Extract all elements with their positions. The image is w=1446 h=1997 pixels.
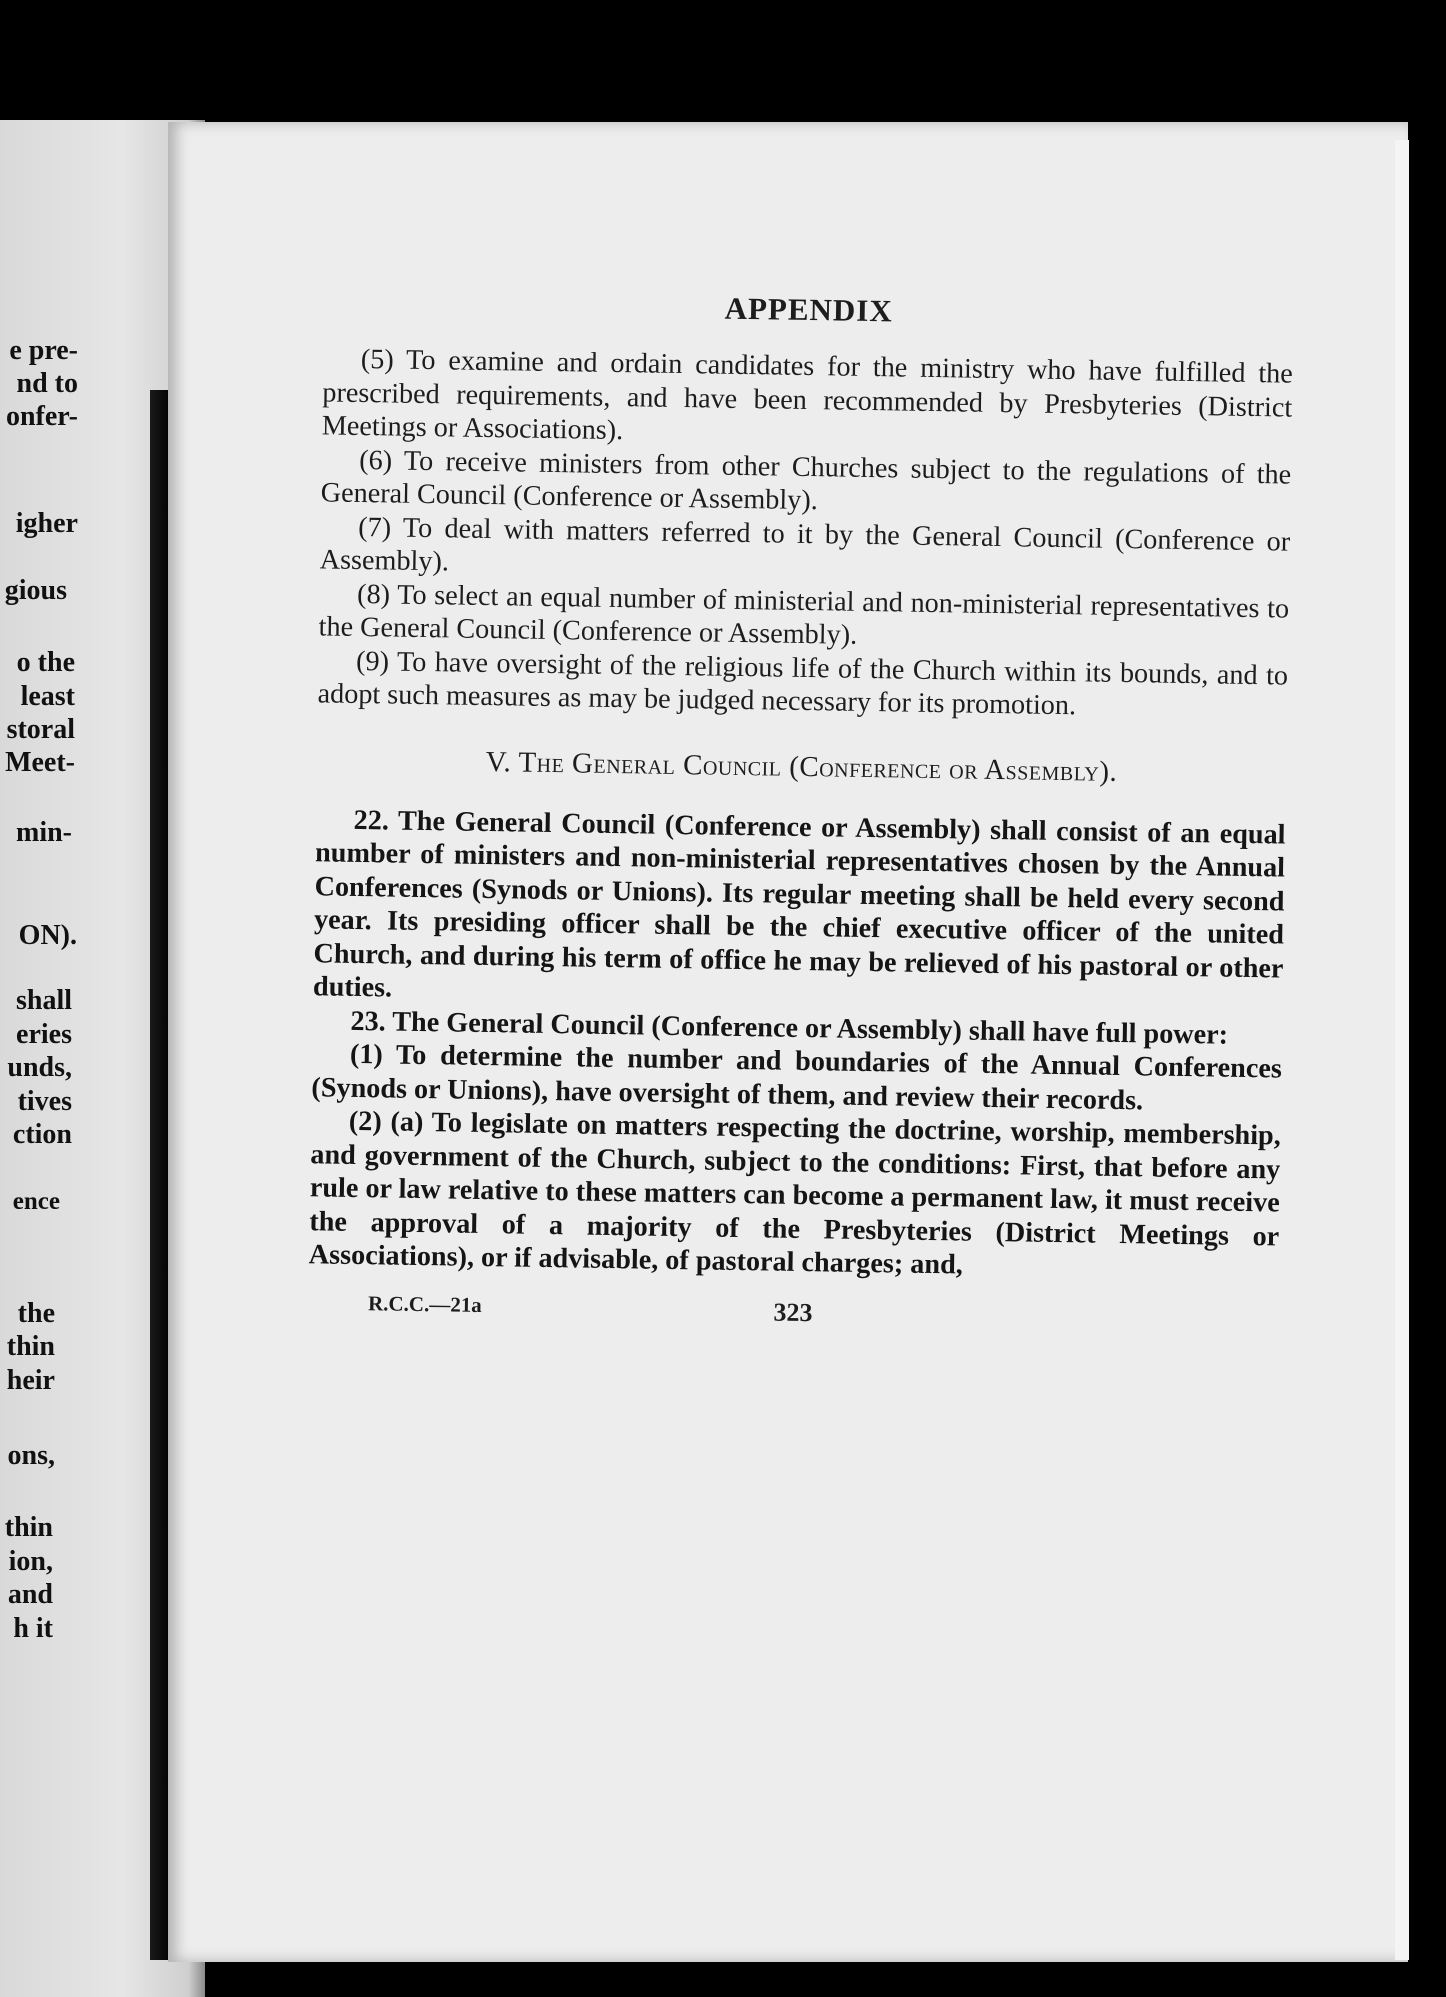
left-fragment: ence (12, 1188, 60, 1215)
page-edge (1395, 140, 1409, 1960)
left-fragment: and (7, 1579, 53, 1610)
left-fragment: the (17, 1298, 55, 1329)
paragraph: 22. The General Council (Conference or Assembly) shall consist of an equal number of ministers and non-ministerial representatives chosen by the Annual Conferences (Synods or Unions). Its regular meeting shall be held every second year. Its presiding officer shall be the chief executive officer of the united Church, and during his term of office he may be relieved of his pastoral or other duties. (312, 804, 1286, 1004)
left-fragment: eries (16, 1019, 72, 1050)
left-fragment: nd to (16, 368, 78, 399)
section-body (309, 803, 1286, 1287)
right-page (168, 122, 1408, 1962)
left-fragment: ion, (8, 1546, 53, 1577)
left-fragment: ction (12, 1119, 72, 1150)
paragraph: (8) To select an equal number of ministerial and non-ministerial representatives to the General Council (Conference or Assembly). (318, 578, 1290, 651)
section-heading: V. The General Council (Conference or Assembly). (485, 745, 1118, 788)
left-fragment: min- (16, 817, 72, 848)
left-fragment: ons, (7, 1440, 55, 1471)
page-number: 323 (773, 1297, 813, 1327)
left-fragment: ON). (18, 920, 77, 951)
left-fragment: tives (17, 1086, 72, 1117)
left-fragment: storal (6, 714, 75, 745)
left-fragment: e pre- (9, 335, 78, 366)
page-text (308, 284, 1294, 1339)
paragraph: (9) To have oversight of the religious life of the Church within its bounds, and to adopt such measures as may be judged necessary for its promotion. (317, 645, 1289, 722)
left-fragment: onfer- (5, 401, 78, 432)
paragraph: 23. The General Council (Conference or Assembly) shall have full power: (350, 1005, 1229, 1051)
printer-signature: R.C.C.—21a (367, 1290, 482, 1317)
left-fragment: gious (4, 575, 67, 606)
left-fragment: unds, (7, 1052, 72, 1083)
left-fragment: shall (15, 985, 72, 1016)
running-head: APPENDIX (724, 290, 894, 329)
left-fragment: heir (6, 1365, 55, 1396)
left-fragment: o the (16, 647, 75, 678)
paragraph: (5) To examine and ordain candidates for the ministry who have fulfilled the prescribed requirements, and have been recommended by Presbyteries (District Meetings or Associations). (321, 343, 1294, 447)
paragraph: (7) To deal with matters referred to it by the General Council (Conference or Assembly). (319, 511, 1291, 578)
left-fragment: thin (4, 1512, 53, 1543)
left-fragment: least (20, 681, 75, 712)
paragraph: (2) (a) To legislate on matters respecting the doctrine, worship, membership, and government of the Church, subject to the conditions: First, that before any rule or law relative to these matters can become a permanent law, it must receive the approval of a majority of the Presbyteries (District Meetings or Associations), or if advisable, of pastoral charges; and, (308, 1105, 1282, 1281)
left-fragment: h it (13, 1613, 53, 1644)
paragraph: (1) To determine the number and boundaries of the Annual Conferences (Synods or Unions), have oversight of them, and review their records. (311, 1038, 1283, 1116)
left-fragment: thin (6, 1331, 55, 1362)
page-footer (308, 1290, 1278, 1339)
left-fragment: Meet- (5, 747, 75, 778)
left-fragment: igher (15, 508, 78, 539)
paragraph: (6) To receive ministers from other Churches subject to the regulations of the General Council (Conference or Assembly). (320, 444, 1292, 517)
